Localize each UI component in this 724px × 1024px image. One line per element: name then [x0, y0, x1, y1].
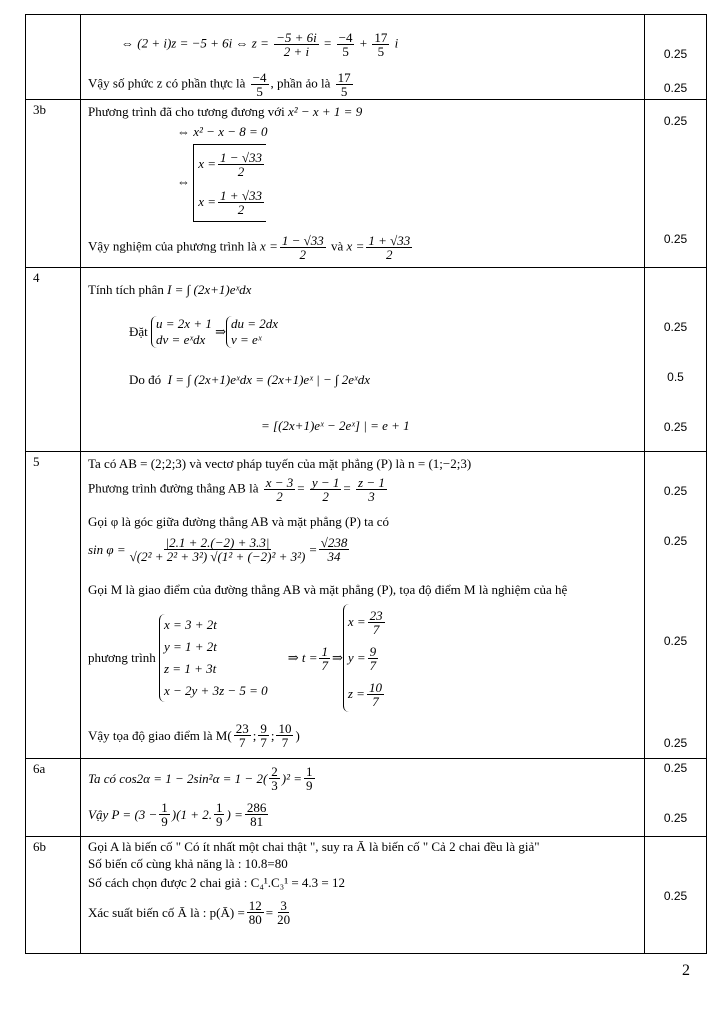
- frac-den: 2 + i: [283, 44, 310, 59]
- text-line: Gọi M là giao điểm của đường thẳng AB và mặt phẳng (P), tọa độ điểm M là nghiệm của hệ: [88, 582, 568, 597]
- fraction: [367, 681, 384, 708]
- score: 0.25: [663, 320, 688, 334]
- frac-den: 7: [260, 735, 267, 750]
- frac-den: 5: [340, 84, 348, 99]
- frac-num: x − 3: [265, 475, 294, 490]
- frac-num: −4: [252, 70, 267, 85]
- var-x: x =: [346, 238, 365, 254]
- equation: I = ∫ (2x+1)eˣdx = (2x+1)eˣ | − ∫ 2eˣdx: [167, 372, 370, 387]
- text: phương trình: [88, 650, 156, 665]
- frac-num: 9: [369, 643, 377, 659]
- solution-cell: [81, 15, 645, 100]
- question-label: 6a: [26, 759, 81, 837]
- root-line: [198, 183, 266, 221]
- text-line: [88, 104, 362, 120]
- equation: x =: [347, 614, 366, 629]
- frac-den: 2: [276, 489, 283, 504]
- score: 0.25: [663, 634, 688, 648]
- equation: dv = eˣdx: [156, 332, 206, 347]
- score-cell: [645, 759, 707, 837]
- score: 0.25: [663, 420, 688, 434]
- score: 0.5: [667, 370, 684, 384]
- frac-den: 3: [368, 489, 375, 504]
- score: 0.25: [663, 47, 688, 61]
- fraction: [319, 536, 350, 563]
- frac-num: z − 1: [358, 475, 385, 490]
- fraction: [276, 722, 293, 749]
- text: và: [331, 238, 344, 254]
- coord-line: [348, 676, 387, 712]
- frac-den: 9: [306, 778, 313, 793]
- solution-system: [177, 144, 266, 222]
- text: Vậy tọa độ giao điểm là M(: [88, 727, 232, 743]
- text-line: [129, 372, 370, 388]
- equation: u = 2x + 1: [156, 316, 212, 331]
- frac-num: 286: [246, 800, 267, 815]
- solution-cell: [81, 268, 645, 452]
- fraction: [245, 801, 269, 828]
- frac-den: 7: [238, 735, 246, 750]
- brace: [343, 604, 387, 712]
- frac-den: 2: [237, 201, 245, 217]
- fraction: [269, 765, 280, 792]
- frac-num: 12: [248, 898, 262, 913]
- frac-den: 9: [161, 814, 168, 829]
- frac-num: 1 + √33: [220, 187, 262, 203]
- var-x: x =: [198, 156, 217, 171]
- equation-line: ⇔ (2 + i)z = −5 + 6i ⇔ z = $\frac{-5 + 6i}{2 + i}$ = $\frac{-4}{5}$ + $\frac{17}{5}$ i: [121, 30, 399, 59]
- solution-cell: [81, 452, 645, 759]
- text: Phương trình đường thẳng AB là: [88, 480, 259, 496]
- score: 0.25: [663, 811, 688, 825]
- frac-den: 34: [327, 549, 341, 564]
- frac-den: 20: [277, 912, 291, 927]
- text: Do đó: [129, 372, 162, 387]
- equation: sin φ =: [88, 541, 126, 557]
- frac-num: 23: [369, 607, 383, 623]
- frac-den: 7: [372, 621, 380, 637]
- frac-den: 5: [377, 44, 385, 59]
- text-line: Ta có AB = (2;2;3) và vectơ pháp tuyến của mặt phẳng (P) là n = (1;−2;3): [88, 456, 472, 471]
- fraction: [159, 801, 170, 828]
- equation: x² − x + 1 = 9: [287, 104, 363, 119]
- text: Vậy nghiệm của phương trình là: [88, 238, 257, 254]
- text-line: Số cách chọn được 2 chai giả : C₄¹.C₃¹ = 4.3 = 12: [88, 875, 346, 890]
- frac-den: 7: [372, 693, 379, 709]
- text: , phần ảo là: [270, 75, 331, 91]
- root-line: [198, 145, 266, 183]
- table-row: [26, 268, 707, 452]
- equation: z = 1 + 3t: [163, 661, 217, 676]
- fraction: [218, 151, 264, 178]
- implies-icon: ⇔: [177, 173, 190, 189]
- equation-line: [88, 801, 270, 828]
- table-row: [26, 759, 707, 837]
- fraction: [310, 476, 342, 503]
- equation: ⇔ x² − x − 8 = 0: [177, 124, 268, 139]
- frac-den: 2: [386, 247, 393, 262]
- frac-den: √(2² + 2² + 3²) √(1² + (−2)² + 3²): [129, 549, 306, 564]
- score-cell: [645, 100, 707, 268]
- coord-line: [348, 640, 387, 676]
- frac-den: 5: [256, 84, 263, 99]
- text: Phương trình đã cho tương đương với: [88, 104, 285, 119]
- frac-num: 17: [374, 30, 388, 45]
- text-line: [88, 282, 251, 298]
- score-cell: [645, 15, 707, 100]
- fraction: [356, 476, 387, 503]
- table-row: [26, 837, 707, 954]
- question-label: 3b: [26, 100, 81, 268]
- solution-bracket: [193, 144, 266, 222]
- fraction: [372, 31, 389, 58]
- implies-icon: ⇒: [211, 324, 227, 339]
- frac-num: 1 − √33: [281, 233, 324, 248]
- score-cell: [645, 452, 707, 759]
- system-of-equations: [88, 602, 387, 714]
- equation: x = 3 + 2t: [163, 617, 217, 632]
- eq-text: ⇔ (2 + i)z = −5 + 6i ⇔ z =: [121, 35, 269, 51]
- eq-text: i: [394, 35, 399, 51]
- frac-num: 9: [260, 721, 267, 736]
- fraction: [319, 645, 330, 672]
- equation: Vậy P = (3 −: [88, 806, 158, 822]
- fraction: [275, 899, 292, 926]
- frac-num: 2: [271, 764, 278, 779]
- frac-den: 7: [321, 657, 328, 673]
- frac-num: 1: [215, 800, 223, 815]
- solution-cell: [81, 837, 645, 954]
- equation: x − 2y + 3z − 5 = 0: [163, 683, 268, 698]
- score: 0.25: [663, 232, 688, 246]
- frac-den: 2: [299, 247, 307, 262]
- fraction: [337, 31, 355, 58]
- solution-cell: [81, 759, 645, 837]
- equation: z =: [347, 686, 365, 701]
- conclusion-line: [88, 71, 355, 98]
- question-label: 4: [26, 268, 81, 452]
- text-line: Số biến cố cùng khả năng là : 10.8=80: [88, 856, 288, 871]
- frac-num: y − 1: [311, 475, 340, 490]
- text-line: Phương trình đường thẳng AB là $\frac{x - 3}{2}$ = $\frac{y - 1}{2}$ = $\frac{z - 1}{3}$: [88, 475, 385, 504]
- score: 0.25: [663, 534, 688, 548]
- frac-num: √238: [320, 535, 348, 550]
- equation: ⇒ t =: [287, 650, 318, 665]
- fraction: [368, 609, 385, 636]
- fraction: [247, 899, 264, 926]
- table-row: [26, 15, 707, 100]
- sine-formula: sin φ = $\frac{|2.1 + 2.(-2) + 3.3|}{\text{√(2² + 2² + 3²) √(1² + (−2)² + 3²)}}$ = $\frac{√238}{34}$: [88, 535, 348, 564]
- table-row: [26, 100, 707, 268]
- frac-num: −5 + 6i: [276, 30, 317, 45]
- question-label: [26, 15, 81, 100]
- brace: [226, 316, 278, 348]
- frac-den: 5: [342, 44, 349, 59]
- fraction: [280, 234, 326, 261]
- text-line: Gọi A là biến cố " Có ít nhất một chai thật ", suy ra Ā là biến cố " Cả 2 chai đều là giả": [88, 839, 540, 854]
- frac-den: 80: [248, 912, 262, 927]
- equation: y =: [347, 650, 366, 665]
- equation: ) =: [226, 806, 243, 822]
- frac-den: 7: [281, 735, 289, 750]
- score: 0.25: [663, 889, 688, 903]
- fraction: [366, 234, 412, 261]
- equation: )(1 + 2.: [171, 806, 212, 822]
- frac-num: 10: [368, 679, 382, 695]
- score-cell: [645, 837, 707, 954]
- score: 0.25: [663, 114, 688, 128]
- frac-num: 3: [280, 898, 287, 913]
- fraction: [336, 71, 353, 98]
- score: 0.25: [663, 484, 688, 498]
- solution-cell: [81, 100, 645, 268]
- frac-num: 1: [306, 764, 313, 779]
- fraction: [128, 536, 308, 563]
- score-cell: [645, 268, 707, 452]
- answer-table: [25, 14, 707, 954]
- equation: )² =: [281, 770, 303, 786]
- conclusion-line: Vậy tọa độ giao điểm là M( $\frac{23}{7}$ ; $\frac{9}{7}$ ; $\frac{10}{7}$ ): [88, 721, 300, 750]
- fraction: [368, 645, 379, 672]
- fraction: [214, 801, 225, 828]
- frac-num: 1 + √33: [368, 233, 411, 248]
- text: Vậy số phức z có phần thực là: [88, 75, 246, 91]
- var-x: x =: [260, 238, 278, 254]
- frac-den: 3: [271, 778, 278, 793]
- implies-icon: ⇒: [331, 650, 343, 665]
- score: 0.25: [663, 81, 688, 95]
- equation: v = eˣ: [231, 332, 262, 347]
- integral: I = ∫ (2x+1)eˣdx: [167, 282, 252, 297]
- equation: Ta có cos2α = 1 − 2sin²α = 1 − 2(: [88, 770, 268, 786]
- frac-den: 9: [215, 814, 223, 829]
- frac-num: 1: [321, 643, 328, 659]
- substitution: [129, 316, 278, 348]
- question-label: 6b: [26, 837, 81, 954]
- fraction: [251, 71, 269, 98]
- page-number: 2: [682, 962, 690, 979]
- score: 0.25: [663, 761, 688, 775]
- fraction: [274, 31, 319, 58]
- text-line: Xác suất biến cố Ā là : p(Ā) = $\frac{12}{80}$ = $\frac{3}{20}$: [88, 898, 291, 927]
- frac-num: −4: [338, 30, 353, 45]
- text-line: Gọi φ là góc giữa đường thẳng AB và mặt phẳng (P) ta có: [88, 514, 390, 529]
- equation: y = 1 + 2t: [163, 639, 217, 654]
- frac-num: 10: [278, 721, 292, 736]
- text: Xác suất biến cố Ā là : p(Ā) =: [88, 904, 245, 920]
- frac-num: 1 − √33: [220, 149, 262, 165]
- frac-den: 7: [369, 657, 377, 673]
- frac-num: 1: [161, 800, 168, 815]
- frac-num: |2.1 + 2.(−2) + 3.3|: [165, 535, 270, 550]
- fraction: [304, 765, 315, 792]
- brace: [151, 316, 212, 348]
- score: 0.25: [663, 736, 688, 750]
- table-row: [26, 452, 707, 759]
- fraction: [258, 722, 269, 749]
- frac-den: 81: [250, 814, 264, 829]
- text: Tính tích phân: [88, 282, 164, 297]
- frac-den: 2: [237, 163, 245, 179]
- equation: = [(2x+1)eˣ − 2eˣ] | = e + 1: [261, 418, 410, 433]
- coord-line: [348, 604, 387, 640]
- frac-den: 2: [322, 489, 329, 504]
- fraction: [234, 722, 251, 749]
- fraction: [264, 476, 296, 503]
- frac-num: 17: [337, 70, 351, 85]
- var-x: x =: [198, 194, 217, 209]
- brace: [159, 614, 268, 702]
- fraction: [218, 189, 264, 216]
- question-label: 5: [26, 452, 81, 759]
- equation-line: [88, 765, 317, 792]
- equation: du = 2dx: [231, 316, 279, 331]
- conclusion-line: [88, 234, 414, 261]
- frac-num: 23: [235, 721, 249, 736]
- text: Đặt: [129, 324, 148, 339]
